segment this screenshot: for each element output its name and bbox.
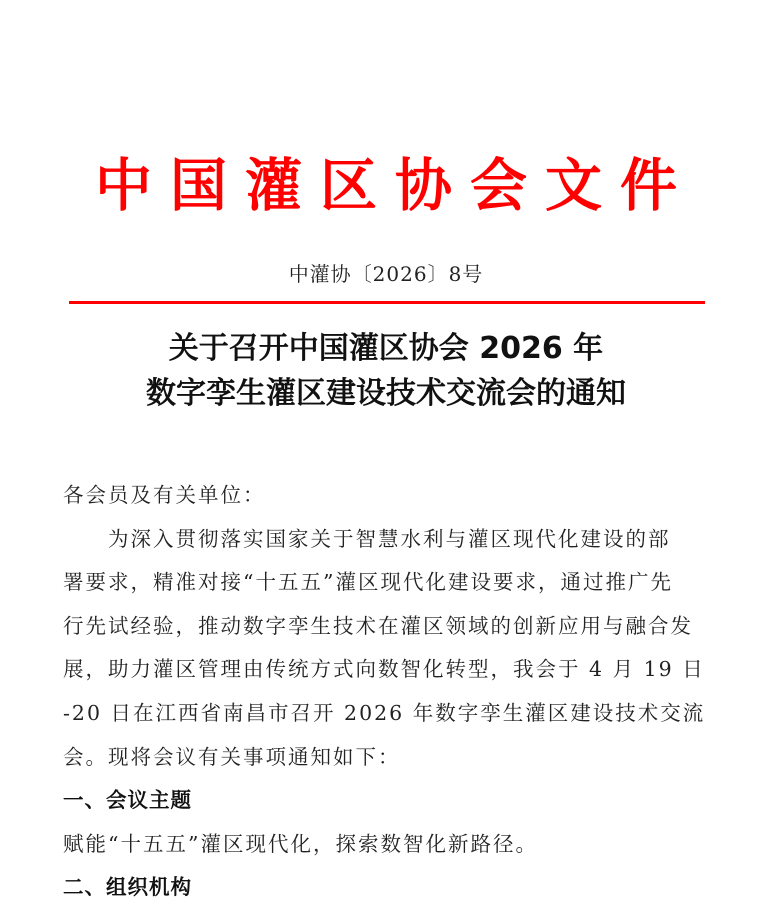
red-divider-rule xyxy=(69,301,705,304)
subject-line-1: 关于召开中国灌区协会 2026 年 xyxy=(168,331,604,366)
paragraph-line: 展，助力灌区管理由传统方式向数智化转型，我会于 4 月 19 日 xyxy=(63,657,705,682)
paragraph-line: 行先试经验，推动数字孪生技术在灌区领域的创新应用与融合发 xyxy=(63,613,693,638)
section-heading-organization: 二、组织机构 xyxy=(63,875,192,900)
intro-paragraph xyxy=(63,518,715,780)
notice-body xyxy=(63,474,715,910)
notice-subject-title xyxy=(0,326,772,416)
masthead-title: 中国灌区协会文件 xyxy=(95,152,695,219)
salutation: 各会员及有关单位： xyxy=(63,483,266,507)
paragraph-line: 会。现将会议有关事项通知如下： xyxy=(63,744,401,769)
section-heading-meeting-theme: 一、会议主题 xyxy=(63,788,192,813)
section-content-meeting-theme: 赋能“十五五”灌区现代化，探索数智化新路径。 xyxy=(63,831,538,856)
subject-line-2: 数字孪生灌区建设技术交流会的通知 xyxy=(146,376,626,411)
document-number: 中灌协〔2026〕8号 xyxy=(288,262,484,286)
paragraph-line: -20 日在江西省南昌市召开 2026 年数字孪生灌区建设技术交流 xyxy=(63,700,706,725)
paragraph-line: 为深入贯彻落实国家关于智慧水利与灌区现代化建设的部 xyxy=(108,526,671,551)
paragraph-line: 署要求，精准对接“十五五”灌区现代化建设要求，通过推广先 xyxy=(63,570,673,595)
